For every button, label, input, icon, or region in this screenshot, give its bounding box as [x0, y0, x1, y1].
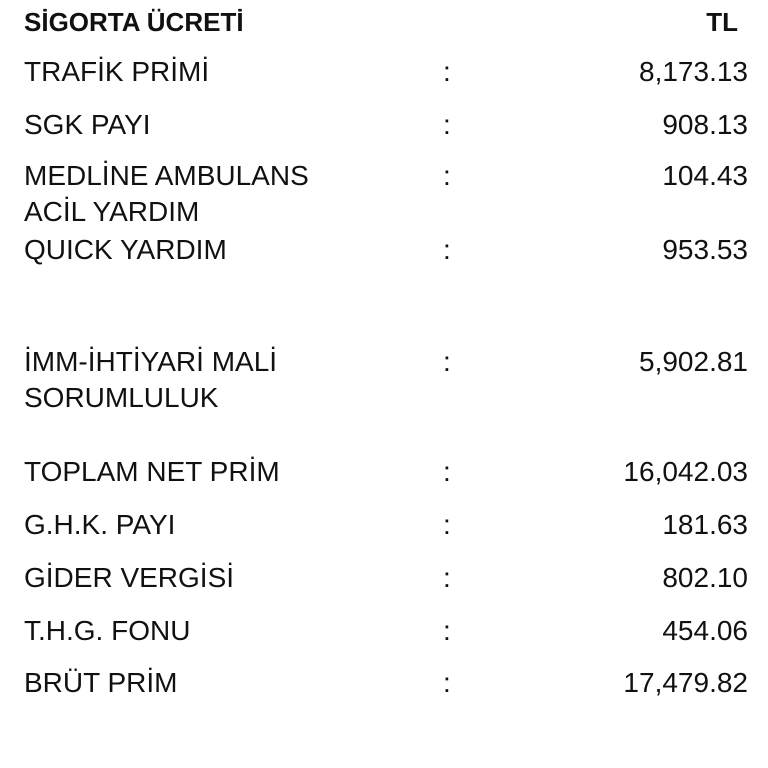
row-label-line: ACİL YARDIM [24, 196, 200, 227]
row-separator: : [443, 509, 451, 540]
row-label [24, 665, 424, 701]
row-label-line: İMM-İHTİYARİ MALİ [24, 346, 278, 377]
document-title: SİGORTA ÜCRETİ [24, 7, 244, 37]
row-label [24, 454, 424, 490]
row-value: 8,173.13 [639, 56, 748, 87]
row-label-line: SGK PAYI [24, 109, 151, 140]
row-label-line: GİDER VERGİSİ [24, 562, 235, 593]
row-label-line: SORUMLULUK [24, 382, 219, 413]
row-separator: : [443, 56, 451, 87]
row-value: 17,479.82 [623, 667, 748, 698]
row-label [24, 54, 424, 90]
currency-label: TL [706, 7, 738, 37]
document-header [24, 4, 744, 40]
row-value: 16,042.03 [623, 456, 748, 487]
row-value: 181.63 [662, 509, 748, 540]
row-value: 802.10 [662, 562, 748, 593]
row-separator: : [443, 109, 451, 140]
row-separator: : [443, 160, 451, 191]
row-label [24, 613, 424, 649]
row-separator: : [443, 234, 451, 265]
row-value: 104.43 [662, 160, 748, 191]
row-value: 953.53 [662, 234, 748, 265]
row-value: 5,902.81 [639, 346, 748, 377]
row-label [24, 507, 424, 543]
row-label [24, 107, 424, 143]
row-value: 908.13 [662, 109, 748, 140]
row-separator: : [443, 346, 451, 377]
row-label-line: G.H.K. PAYI [24, 509, 176, 540]
row-label-line: T.H.G. FONU [24, 615, 191, 646]
row-label [24, 158, 424, 230]
row-value: 454.06 [662, 615, 748, 646]
row-label-line: BRÜT PRİM [24, 667, 178, 698]
row-separator: : [443, 456, 451, 487]
row-label-line: TOPLAM NET PRİM [24, 456, 280, 487]
row-separator: : [443, 667, 451, 698]
row-separator: : [443, 562, 451, 593]
row-label [24, 232, 424, 268]
row-label-line: MEDLİNE AMBULANS [24, 160, 309, 191]
row-label-line: TRAFİK PRİMİ [24, 56, 210, 87]
row-label [24, 344, 424, 416]
row-separator: : [443, 615, 451, 646]
row-label [24, 560, 424, 596]
row-label-line: QUICK YARDIM [24, 234, 227, 265]
